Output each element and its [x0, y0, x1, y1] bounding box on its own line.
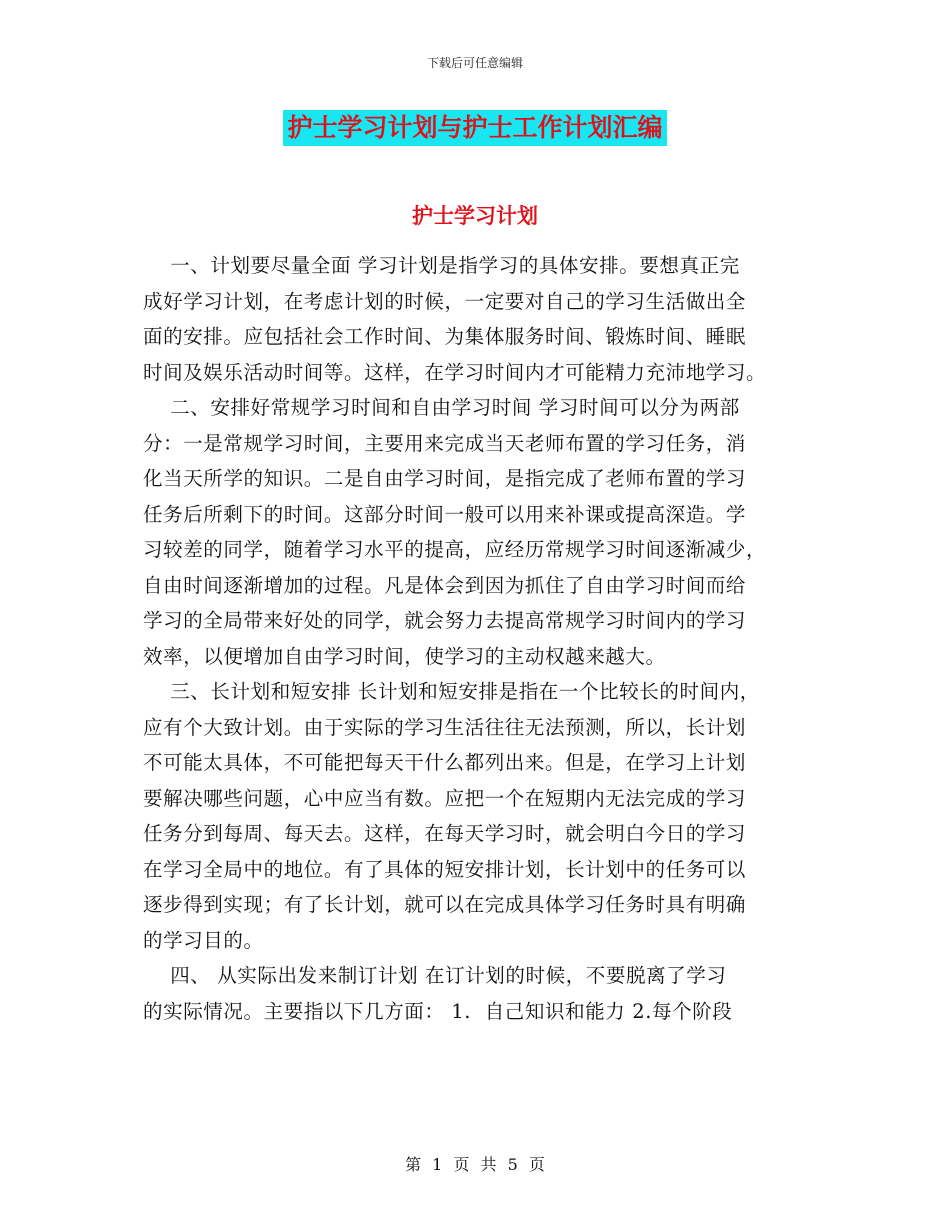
- page-footer: 第 1 页 共 5 页: [405, 1155, 545, 1174]
- text-line: 的实际情况。主要指以下几方面： 1. 自己知识和能力 2.每个阶段: [143, 999, 733, 1023]
- text-line: 自由时间逐渐增加的过程。凡是体会到因为抓住了自由学习时间而给: [143, 573, 747, 597]
- text-line: 在学习全局中的地位。有了具体的短安排计划，长计划中的任务可以: [143, 857, 747, 881]
- text-line: 一、计划要尽量全面 学习计划是指学习的具体安排。要想真正完: [143, 254, 740, 277]
- text-line: 任务后所剩下的时间。这部分时间一般可以用来补课或提高深造。学: [143, 502, 747, 526]
- text-line: 二、安排好常规学习时间和自由学习时间 学习时间可以分为两部: [143, 396, 740, 419]
- text-line: 习较差的同学，随着学习水平的提高，应经历常规学习时间逐渐减少，: [143, 538, 767, 561]
- text-line: 的学习目的。: [143, 928, 264, 952]
- text-line: 要解决哪些问题，心中应当有数。应把一个在短期内无法完成的学习: [143, 786, 747, 810]
- text-line: 效率，以便增加自由学习时间，使学习的主动权越来越大。: [143, 644, 666, 668]
- text-line: 学习的全局带来好处的同学，就会努力去提高常规学习时间内的学习: [143, 609, 747, 632]
- text-line: 应有个大致计划。由于实际的学习生活往往无法预测，所以，长计划: [143, 715, 747, 739]
- doc-title-wrap: [0, 110, 950, 146]
- text-line: 时间及娱乐活动时间等。这样，在学习时间内才可能精力充沛地学习。: [143, 360, 767, 384]
- text-line: 化当天所学的知识。二是自由学习时间，是指完成了老师布置的学习: [143, 467, 747, 490]
- document-title: 护士学习计划与护士工作计划汇编: [283, 110, 666, 146]
- header-note: 下载后可任意编辑: [426, 56, 523, 70]
- text-line: 四、 从实际出发来制订计划 在订计划的时候，不要脱离了学习: [143, 964, 727, 987]
- text-line: 成好学习计划，在考虑计划的时候，一定要对自己的学习生活做出全: [143, 289, 747, 313]
- text-line: 面的安排。应包括社会工作时间、为集体服务时间、锻炼时间、睡眠: [143, 325, 747, 348]
- section-title: 护士学习计划: [412, 203, 538, 228]
- text-line: 三、长计划和短安排 长计划和短安排是指在一个比较长的时间内，: [143, 680, 760, 703]
- text-line: 逐步得到实现；有了长计划，就可以在完成具体学习任务时具有明确: [143, 893, 747, 916]
- body-text: [143, 248, 823, 1029]
- text-line: 不可能太具体，不可能把每天干什么都列出来。但是，在学习上计划: [143, 751, 747, 774]
- text-line: 任务分到每周、每天去。这样，在每天学习时，就会明白今日的学习: [143, 822, 747, 845]
- text-line: 分：一是常规学习时间，主要用来完成当天老师布置的学习任务，消: [143, 431, 747, 455]
